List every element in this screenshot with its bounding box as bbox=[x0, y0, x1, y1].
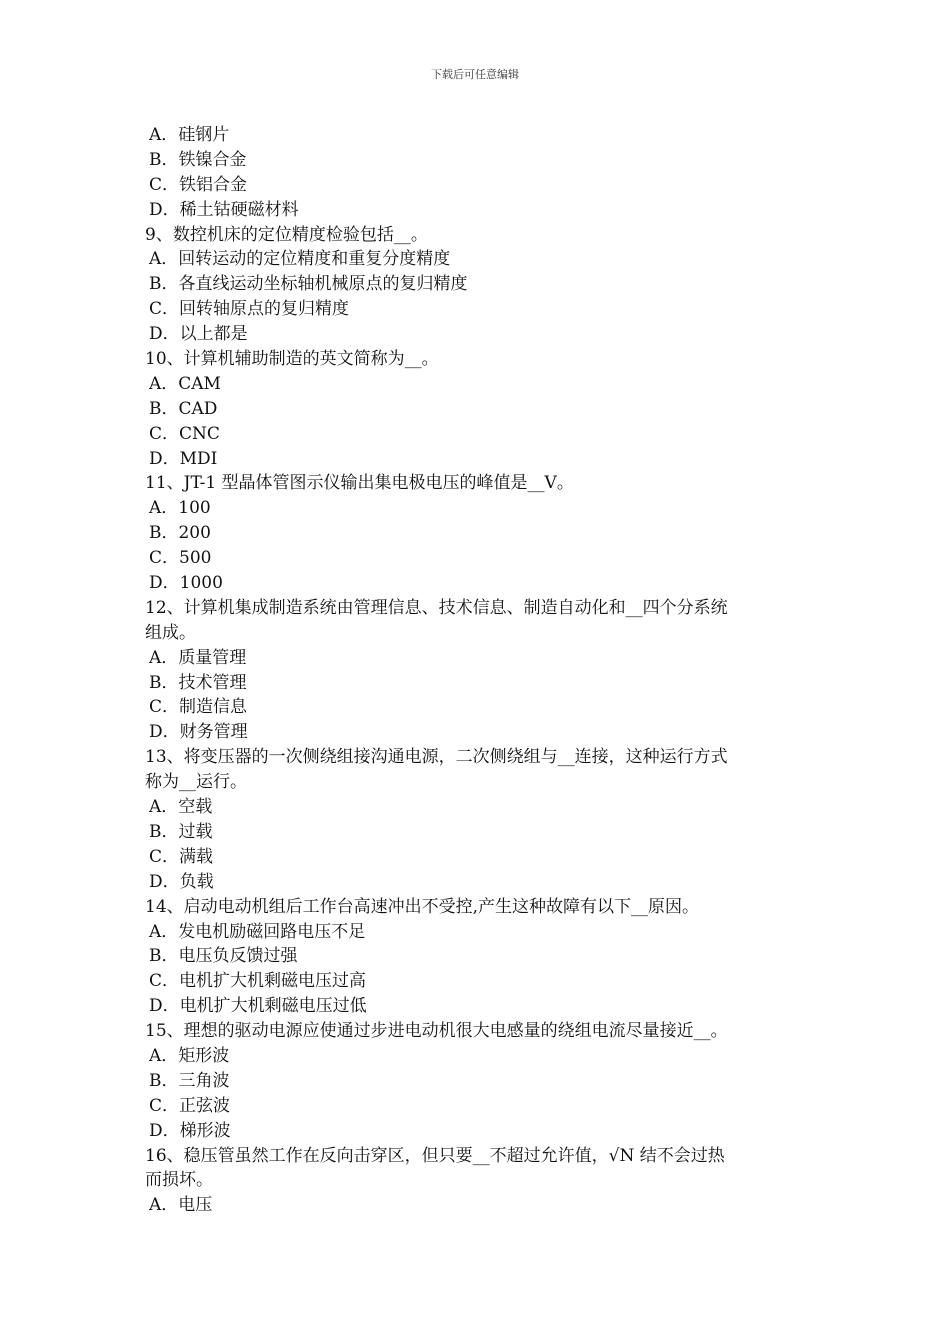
answer-option: A．发电机励磁回路电压不足 bbox=[149, 921, 366, 942]
answer-option: D．财务管理 bbox=[149, 722, 248, 743]
answer-option: D．1000 bbox=[149, 573, 223, 594]
answer-option: A．硅钢片 bbox=[149, 125, 230, 145]
document-body bbox=[145, 123, 813, 1218]
answer-option: A．100 bbox=[149, 498, 211, 519]
answer-option: C．制造信息 bbox=[149, 697, 248, 718]
answer-option: A．回转运动的定位精度和重复分度精度 bbox=[149, 249, 451, 270]
answer-option: B．电压负反馈过强 bbox=[149, 946, 298, 967]
question-text: 而损坏。 bbox=[145, 1170, 213, 1191]
answer-option: D．负载 bbox=[149, 871, 214, 892]
answer-option: D．以上都是 bbox=[149, 324, 248, 345]
answer-option: B．各直线运动坐标轴机械原点的复归精度 bbox=[149, 274, 468, 295]
page-header: 下载后可任意编辑 bbox=[431, 68, 519, 81]
question-text: 9、数控机床的定位精度检验包括__。 bbox=[145, 224, 428, 245]
answer-option: A．质量管理 bbox=[149, 647, 247, 668]
question-text: 组成。 bbox=[145, 622, 196, 643]
question-text: 称为__运行。 bbox=[145, 772, 247, 793]
answer-option: C．电机扩大机剩磁电压过高 bbox=[149, 971, 367, 992]
answer-option: B．技术管理 bbox=[149, 672, 247, 693]
answer-option: C．正弦波 bbox=[149, 1095, 231, 1116]
answer-option: C．满载 bbox=[149, 846, 214, 867]
answer-option: A．矩形波 bbox=[149, 1045, 230, 1066]
answer-option: B．过载 bbox=[149, 821, 213, 842]
answer-option: D．稀土钴硬磁材料 bbox=[149, 199, 299, 220]
answer-option: A．CAM bbox=[149, 373, 221, 394]
question-text: 14、启动电动机组后工作台高速冲出不受控,产生这种故障有以下__原因。 bbox=[145, 896, 700, 917]
answer-option: B．CAD bbox=[149, 398, 218, 419]
answer-option: C．CNC bbox=[149, 423, 220, 444]
answer-option: A．空载 bbox=[149, 797, 213, 818]
answer-option: C．500 bbox=[149, 548, 212, 569]
question-text: 10、计算机辅助制造的英文简称为__。 bbox=[145, 349, 439, 370]
answer-option: C．回转轴原点的复归精度 bbox=[149, 299, 350, 320]
answer-option: D．MDI bbox=[149, 448, 218, 469]
answer-option: B．200 bbox=[149, 523, 211, 544]
question-text: 16、稳压管虽然工作在反向击穿区，但只要__不超过允许值，√N 结不会过热 bbox=[145, 1145, 725, 1166]
answer-option: C．铁铝合金 bbox=[149, 174, 248, 195]
answer-option: B．三角波 bbox=[149, 1070, 230, 1091]
question-text: 13、将变压器的一次侧绕组接沟通电源，二次侧绕组与__连接，这种运行方式 bbox=[145, 747, 728, 768]
answer-option: B．铁镍合金 bbox=[149, 149, 247, 170]
answer-option: D．梯形波 bbox=[149, 1120, 231, 1141]
question-text: 11、JT-1 型晶体管图示仪输出集电极电压的峰值是__V。 bbox=[145, 473, 574, 494]
question-text: 15、理想的驱动电源应使通过步进电动机很大电感量的绕组电流尽量接近__。 bbox=[145, 1021, 728, 1042]
question-text: 12、计算机集成制造系统由管理信息、技术信息、制造自动化和__四个分系统 bbox=[145, 597, 728, 618]
answer-option: D．电机扩大机剩磁电压过低 bbox=[149, 996, 367, 1017]
answer-option: A．电压 bbox=[149, 1195, 213, 1216]
